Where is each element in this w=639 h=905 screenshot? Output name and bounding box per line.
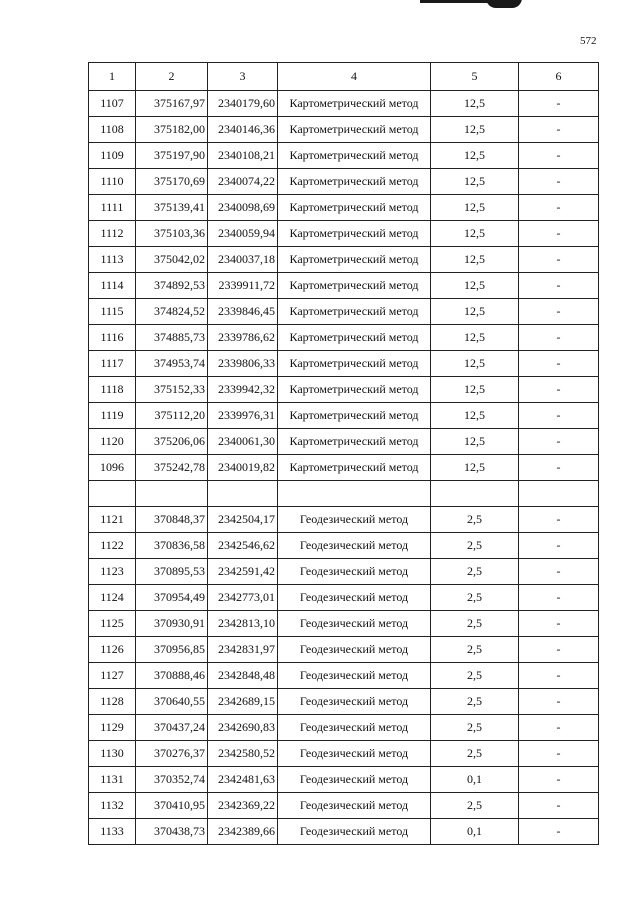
point-number-cell: 1123 [89, 559, 136, 585]
y-coordinate-cell: 2339806,33 [208, 351, 278, 377]
table-row [89, 143, 599, 169]
point-number-cell: 1128 [89, 689, 136, 715]
table-row [89, 559, 599, 585]
note-cell: - [519, 715, 599, 741]
x-coordinate-cell: 370640,55 [136, 689, 208, 715]
method-cell: Геодезический метод [278, 611, 431, 637]
accuracy-cell: 12,5 [431, 351, 519, 377]
y-coordinate-cell: 2340098,69 [208, 195, 278, 221]
point-number-cell: 1096 [89, 455, 136, 481]
note-cell: - [519, 403, 599, 429]
note-cell: - [519, 585, 599, 611]
method-cell: Картометрический метод [278, 325, 431, 351]
point-number-cell [89, 481, 136, 507]
y-coordinate-cell: 2342848,48 [208, 663, 278, 689]
note-cell: - [519, 507, 599, 533]
table-row [89, 299, 599, 325]
x-coordinate-cell: 374885,73 [136, 325, 208, 351]
table-spacer-row [89, 481, 599, 507]
table-row [89, 273, 599, 299]
x-coordinate-cell: 370410,95 [136, 793, 208, 819]
method-cell: Картометрический метод [278, 195, 431, 221]
x-coordinate-cell: 370836,58 [136, 533, 208, 559]
y-coordinate-cell: 2340059,94 [208, 221, 278, 247]
accuracy-cell: 12,5 [431, 143, 519, 169]
point-number-cell: 1114 [89, 273, 136, 299]
accuracy-cell: 12,5 [431, 377, 519, 403]
method-cell: Картометрический метод [278, 117, 431, 143]
method-cell [278, 481, 431, 507]
table-row [89, 91, 599, 117]
method-cell: Картометрический метод [278, 221, 431, 247]
note-cell: - [519, 663, 599, 689]
y-coordinate-cell: 2342773,01 [208, 585, 278, 611]
y-coordinate-cell: 2339976,31 [208, 403, 278, 429]
method-cell: Картометрический метод [278, 143, 431, 169]
table-row [89, 455, 599, 481]
x-coordinate-cell: 374953,74 [136, 351, 208, 377]
table-row [89, 169, 599, 195]
x-coordinate-cell: 370930,91 [136, 611, 208, 637]
table-row [89, 403, 599, 429]
x-coordinate-cell: 375103,36 [136, 221, 208, 247]
method-cell: Геодезический метод [278, 793, 431, 819]
x-coordinate-cell: 375139,41 [136, 195, 208, 221]
y-coordinate-cell: 2342389,66 [208, 819, 278, 845]
y-coordinate-cell: 2340061,30 [208, 429, 278, 455]
accuracy-cell: 12,5 [431, 247, 519, 273]
x-coordinate-cell: 374824,52 [136, 299, 208, 325]
table-row [89, 819, 599, 845]
x-coordinate-cell: 370895,53 [136, 559, 208, 585]
point-number-cell: 1109 [89, 143, 136, 169]
y-coordinate-cell [208, 481, 278, 507]
y-coordinate-cell: 2339846,45 [208, 299, 278, 325]
table-row [89, 533, 599, 559]
header-cell: 1 [89, 63, 136, 91]
y-coordinate-cell: 2339786,62 [208, 325, 278, 351]
method-cell: Геодезический метод [278, 533, 431, 559]
point-number-cell: 1122 [89, 533, 136, 559]
accuracy-cell: 0,1 [431, 767, 519, 793]
note-cell: - [519, 767, 599, 793]
point-number-cell: 1133 [89, 819, 136, 845]
point-number-cell: 1112 [89, 221, 136, 247]
accuracy-cell: 12,5 [431, 169, 519, 195]
table-row [89, 325, 599, 351]
note-cell: - [519, 819, 599, 845]
x-coordinate-cell [136, 481, 208, 507]
point-number-cell: 1118 [89, 377, 136, 403]
accuracy-cell: 2,5 [431, 559, 519, 585]
point-number-cell: 1120 [89, 429, 136, 455]
y-coordinate-cell: 2340037,18 [208, 247, 278, 273]
note-cell: - [519, 351, 599, 377]
point-number-cell: 1110 [89, 169, 136, 195]
accuracy-cell: 12,5 [431, 195, 519, 221]
note-cell: - [519, 195, 599, 221]
method-cell: Геодезический метод [278, 741, 431, 767]
accuracy-cell: 12,5 [431, 117, 519, 143]
table-row [89, 117, 599, 143]
table-row [89, 767, 599, 793]
x-coordinate-cell: 374892,53 [136, 273, 208, 299]
page-number: 572 [580, 35, 597, 47]
note-cell: - [519, 117, 599, 143]
x-coordinate-cell: 375170,69 [136, 169, 208, 195]
x-coordinate-cell: 370888,46 [136, 663, 208, 689]
note-cell: - [519, 533, 599, 559]
point-number-cell: 1129 [89, 715, 136, 741]
x-coordinate-cell: 370276,37 [136, 741, 208, 767]
point-number-cell: 1124 [89, 585, 136, 611]
point-number-cell: 1107 [89, 91, 136, 117]
method-cell: Геодезический метод [278, 585, 431, 611]
table-row [89, 689, 599, 715]
x-coordinate-cell: 370848,37 [136, 507, 208, 533]
point-number-cell: 1117 [89, 351, 136, 377]
y-coordinate-cell: 2340146,36 [208, 117, 278, 143]
header-cell: 4 [278, 63, 431, 91]
y-coordinate-cell: 2339911,72 [208, 273, 278, 299]
table-row [89, 611, 599, 637]
note-cell: - [519, 143, 599, 169]
point-number-cell: 1115 [89, 299, 136, 325]
table-row [89, 377, 599, 403]
x-coordinate-cell: 375182,00 [136, 117, 208, 143]
table-row [89, 793, 599, 819]
accuracy-cell: 2,5 [431, 793, 519, 819]
table-row [89, 663, 599, 689]
method-cell: Геодезический метод [278, 663, 431, 689]
method-cell: Картометрический метод [278, 91, 431, 117]
point-number-cell: 1127 [89, 663, 136, 689]
note-cell: - [519, 91, 599, 117]
accuracy-cell: 12,5 [431, 455, 519, 481]
point-number-cell: 1131 [89, 767, 136, 793]
y-coordinate-cell: 2340108,21 [208, 143, 278, 169]
accuracy-cell: 12,5 [431, 91, 519, 117]
y-coordinate-cell: 2340019,82 [208, 455, 278, 481]
note-cell: - [519, 221, 599, 247]
accuracy-cell: 0,1 [431, 819, 519, 845]
x-coordinate-cell: 375112,20 [136, 403, 208, 429]
note-cell: - [519, 377, 599, 403]
table-row [89, 221, 599, 247]
accuracy-cell: 12,5 [431, 221, 519, 247]
note-cell: - [519, 559, 599, 585]
table-header-row [89, 63, 599, 91]
accuracy-cell: 12,5 [431, 325, 519, 351]
table-row [89, 247, 599, 273]
method-cell: Картометрический метод [278, 247, 431, 273]
method-cell: Геодезический метод [278, 637, 431, 663]
table-row [89, 351, 599, 377]
note-cell: - [519, 611, 599, 637]
note-cell: - [519, 247, 599, 273]
note-cell: - [519, 169, 599, 195]
note-cell: - [519, 793, 599, 819]
point-number-cell: 1119 [89, 403, 136, 429]
method-cell: Геодезический метод [278, 715, 431, 741]
x-coordinate-cell: 370954,49 [136, 585, 208, 611]
accuracy-cell: 2,5 [431, 663, 519, 689]
method-cell: Геодезический метод [278, 507, 431, 533]
y-coordinate-cell: 2342689,15 [208, 689, 278, 715]
point-number-cell: 1121 [89, 507, 136, 533]
accuracy-cell: 2,5 [431, 715, 519, 741]
x-coordinate-cell: 375242,78 [136, 455, 208, 481]
method-cell: Картометрический метод [278, 299, 431, 325]
table-row [89, 585, 599, 611]
note-cell: - [519, 637, 599, 663]
x-coordinate-cell: 375152,33 [136, 377, 208, 403]
accuracy-cell [431, 481, 519, 507]
accuracy-cell: 2,5 [431, 611, 519, 637]
x-coordinate-cell: 375206,06 [136, 429, 208, 455]
accuracy-cell: 2,5 [431, 689, 519, 715]
method-cell: Геодезический метод [278, 767, 431, 793]
note-cell: - [519, 325, 599, 351]
y-coordinate-cell: 2342504,17 [208, 507, 278, 533]
point-number-cell: 1111 [89, 195, 136, 221]
accuracy-cell: 12,5 [431, 429, 519, 455]
accuracy-cell: 2,5 [431, 585, 519, 611]
x-coordinate-cell: 370956,85 [136, 637, 208, 663]
x-coordinate-cell: 375042,02 [136, 247, 208, 273]
accuracy-cell: 2,5 [431, 533, 519, 559]
note-cell: - [519, 273, 599, 299]
note-cell [519, 481, 599, 507]
note-cell: - [519, 689, 599, 715]
y-coordinate-cell: 2342580,52 [208, 741, 278, 767]
note-cell: - [519, 455, 599, 481]
y-coordinate-cell: 2340074,22 [208, 169, 278, 195]
table-row [89, 637, 599, 663]
method-cell: Геодезический метод [278, 819, 431, 845]
point-number-cell: 1116 [89, 325, 136, 351]
y-coordinate-cell: 2340179,60 [208, 91, 278, 117]
y-coordinate-cell: 2342369,22 [208, 793, 278, 819]
point-number-cell: 1130 [89, 741, 136, 767]
accuracy-cell: 12,5 [431, 403, 519, 429]
note-cell: - [519, 429, 599, 455]
y-coordinate-cell: 2342690,83 [208, 715, 278, 741]
accuracy-cell: 12,5 [431, 273, 519, 299]
x-coordinate-cell: 375197,90 [136, 143, 208, 169]
accuracy-cell: 2,5 [431, 507, 519, 533]
method-cell: Картометрический метод [278, 403, 431, 429]
method-cell: Картометрический метод [278, 455, 431, 481]
method-cell: Картометрический метод [278, 351, 431, 377]
header-cell: 5 [431, 63, 519, 91]
method-cell: Геодезический метод [278, 559, 431, 585]
point-number-cell: 1125 [89, 611, 136, 637]
method-cell: Картометрический метод [278, 377, 431, 403]
table-row [89, 507, 599, 533]
method-cell: Картометрический метод [278, 169, 431, 195]
scan-artifact-blob [486, 0, 522, 8]
point-number-cell: 1126 [89, 637, 136, 663]
accuracy-cell: 2,5 [431, 741, 519, 767]
header-cell: 2 [136, 63, 208, 91]
table-row [89, 715, 599, 741]
method-cell: Картометрический метод [278, 429, 431, 455]
x-coordinate-cell: 370352,74 [136, 767, 208, 793]
method-cell: Картометрический метод [278, 273, 431, 299]
table-row [89, 195, 599, 221]
table-row [89, 429, 599, 455]
coordinates-table [88, 62, 599, 845]
note-cell: - [519, 299, 599, 325]
header-cell: 3 [208, 63, 278, 91]
x-coordinate-cell: 370438,73 [136, 819, 208, 845]
x-coordinate-cell: 375167,97 [136, 91, 208, 117]
point-number-cell: 1132 [89, 793, 136, 819]
y-coordinate-cell: 2342831,97 [208, 637, 278, 663]
y-coordinate-cell: 2339942,32 [208, 377, 278, 403]
accuracy-cell: 12,5 [431, 299, 519, 325]
y-coordinate-cell: 2342813,10 [208, 611, 278, 637]
y-coordinate-cell: 2342481,63 [208, 767, 278, 793]
point-number-cell: 1108 [89, 117, 136, 143]
note-cell: - [519, 741, 599, 767]
header-cell: 6 [519, 63, 599, 91]
y-coordinate-cell: 2342591,42 [208, 559, 278, 585]
method-cell: Геодезический метод [278, 689, 431, 715]
accuracy-cell: 2,5 [431, 637, 519, 663]
point-number-cell: 1113 [89, 247, 136, 273]
x-coordinate-cell: 370437,24 [136, 715, 208, 741]
y-coordinate-cell: 2342546,62 [208, 533, 278, 559]
table-row [89, 741, 599, 767]
